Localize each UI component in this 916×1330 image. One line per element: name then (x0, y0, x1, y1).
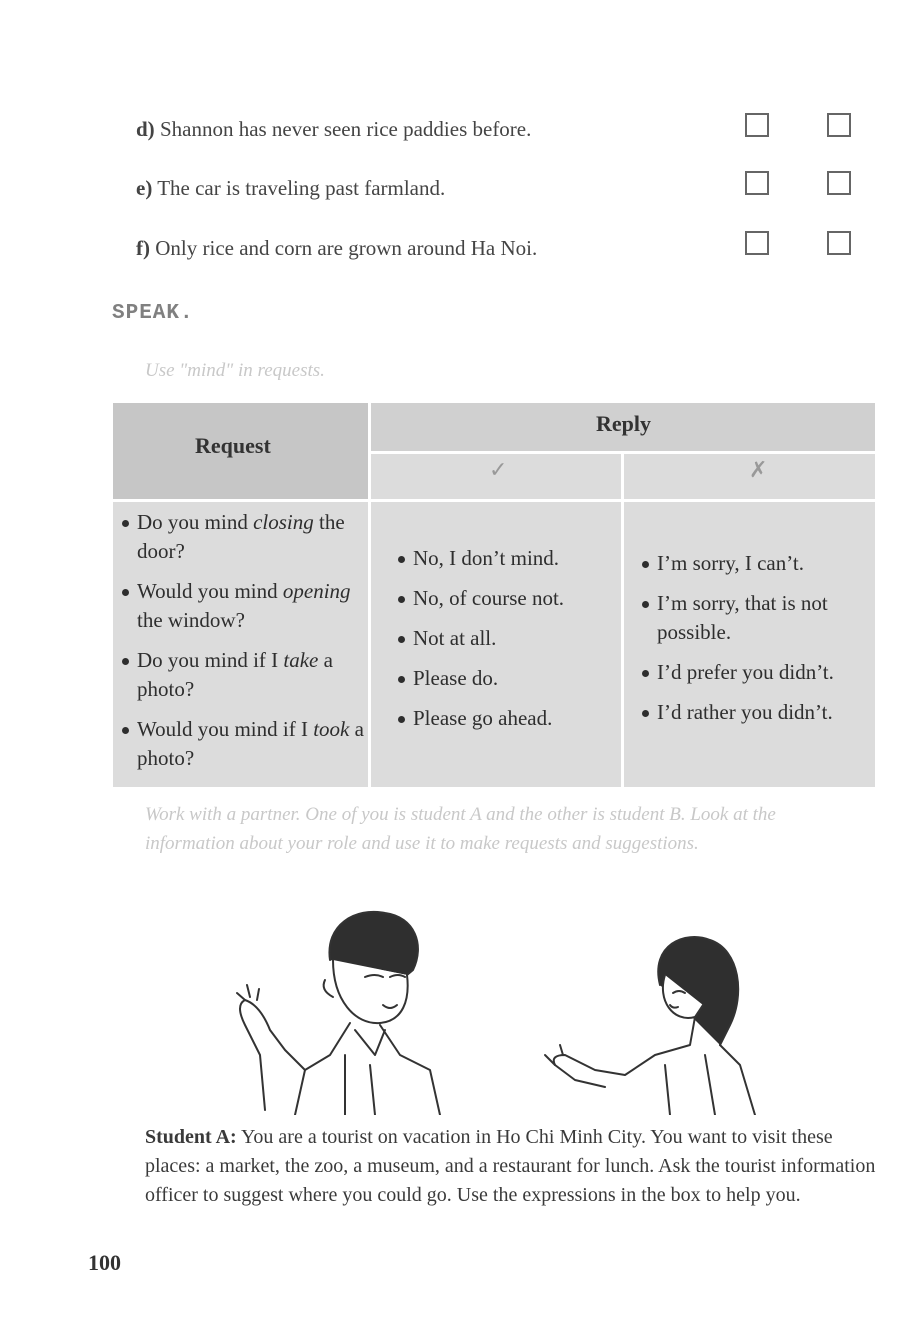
student-a-text: You are a tourist on vacation in Ho Chi Minh City. You want to visit these places: a market, the zoo, a museum, and a restaurant for lunch. Ask the tourist information officer to suggest where you could go. Use the expressions in the box to help you. (145, 1126, 876, 1206)
reply-item: No, I don’t mind. (397, 544, 617, 573)
request-item: Would you mind if I took a photo? (121, 715, 366, 773)
statement-letter: f) (136, 236, 150, 260)
statement-text: The car is traveling past farmland. (157, 176, 446, 200)
request-list (121, 508, 366, 773)
reply-item: I’d prefer you didn’t. (641, 658, 873, 687)
request-header: Request (195, 433, 271, 458)
partner-instruction: Work with a partner. One of you is student A and the other is student B. Look at the information about your role and use it to make requests and suggestions. (145, 804, 776, 854)
section-heading: SPEAK. (112, 302, 194, 325)
reply-item: Please go ahead. (397, 704, 617, 733)
true-checkbox[interactable] (745, 113, 769, 137)
student-a-label: Student A: (145, 1126, 237, 1148)
false-checkbox[interactable] (827, 113, 851, 137)
page-number: 100 (88, 1250, 121, 1275)
cross-mark-icon: ✗ (749, 457, 768, 482)
reply-header: Reply (596, 411, 651, 436)
student-a-paragraph (145, 1123, 890, 1210)
positive-reply-list (397, 544, 617, 733)
false-checkbox[interactable] (827, 231, 851, 255)
speak-instruction: Use "mind" in requests. (145, 360, 325, 381)
statement-e (136, 176, 445, 201)
negative-reply-list (641, 549, 873, 727)
statement-d (136, 117, 531, 142)
reply-item: I’m sorry, that is not possible. (641, 589, 873, 647)
statement-f (136, 236, 537, 261)
statement-letter: d) (136, 117, 155, 141)
false-checkbox[interactable] (827, 171, 851, 195)
mind-expressions-table (113, 403, 875, 787)
reply-item: I’d rather you didn’t. (641, 698, 873, 727)
reply-item: No, of course not. (397, 584, 617, 613)
true-checkbox[interactable] (745, 231, 769, 255)
request-item: Would you mind opening the window? (121, 577, 366, 635)
tourist-and-officer-illustration (225, 905, 770, 1115)
reply-item: Not at all. (397, 624, 617, 653)
check-mark-icon: ✓ (489, 457, 508, 482)
reply-item: I’m sorry, I can’t. (641, 549, 873, 578)
statement-text: Only rice and corn are grown around Ha Noi. (155, 236, 538, 260)
request-item: Do you mind closing the door? (121, 508, 366, 566)
statement-letter: e) (136, 176, 153, 200)
request-item: Do you mind if I take a photo? (121, 646, 366, 704)
true-checkbox[interactable] (745, 171, 769, 195)
statement-text: Shannon has never seen rice paddies before. (159, 117, 532, 141)
reply-item: Please do. (397, 664, 617, 693)
